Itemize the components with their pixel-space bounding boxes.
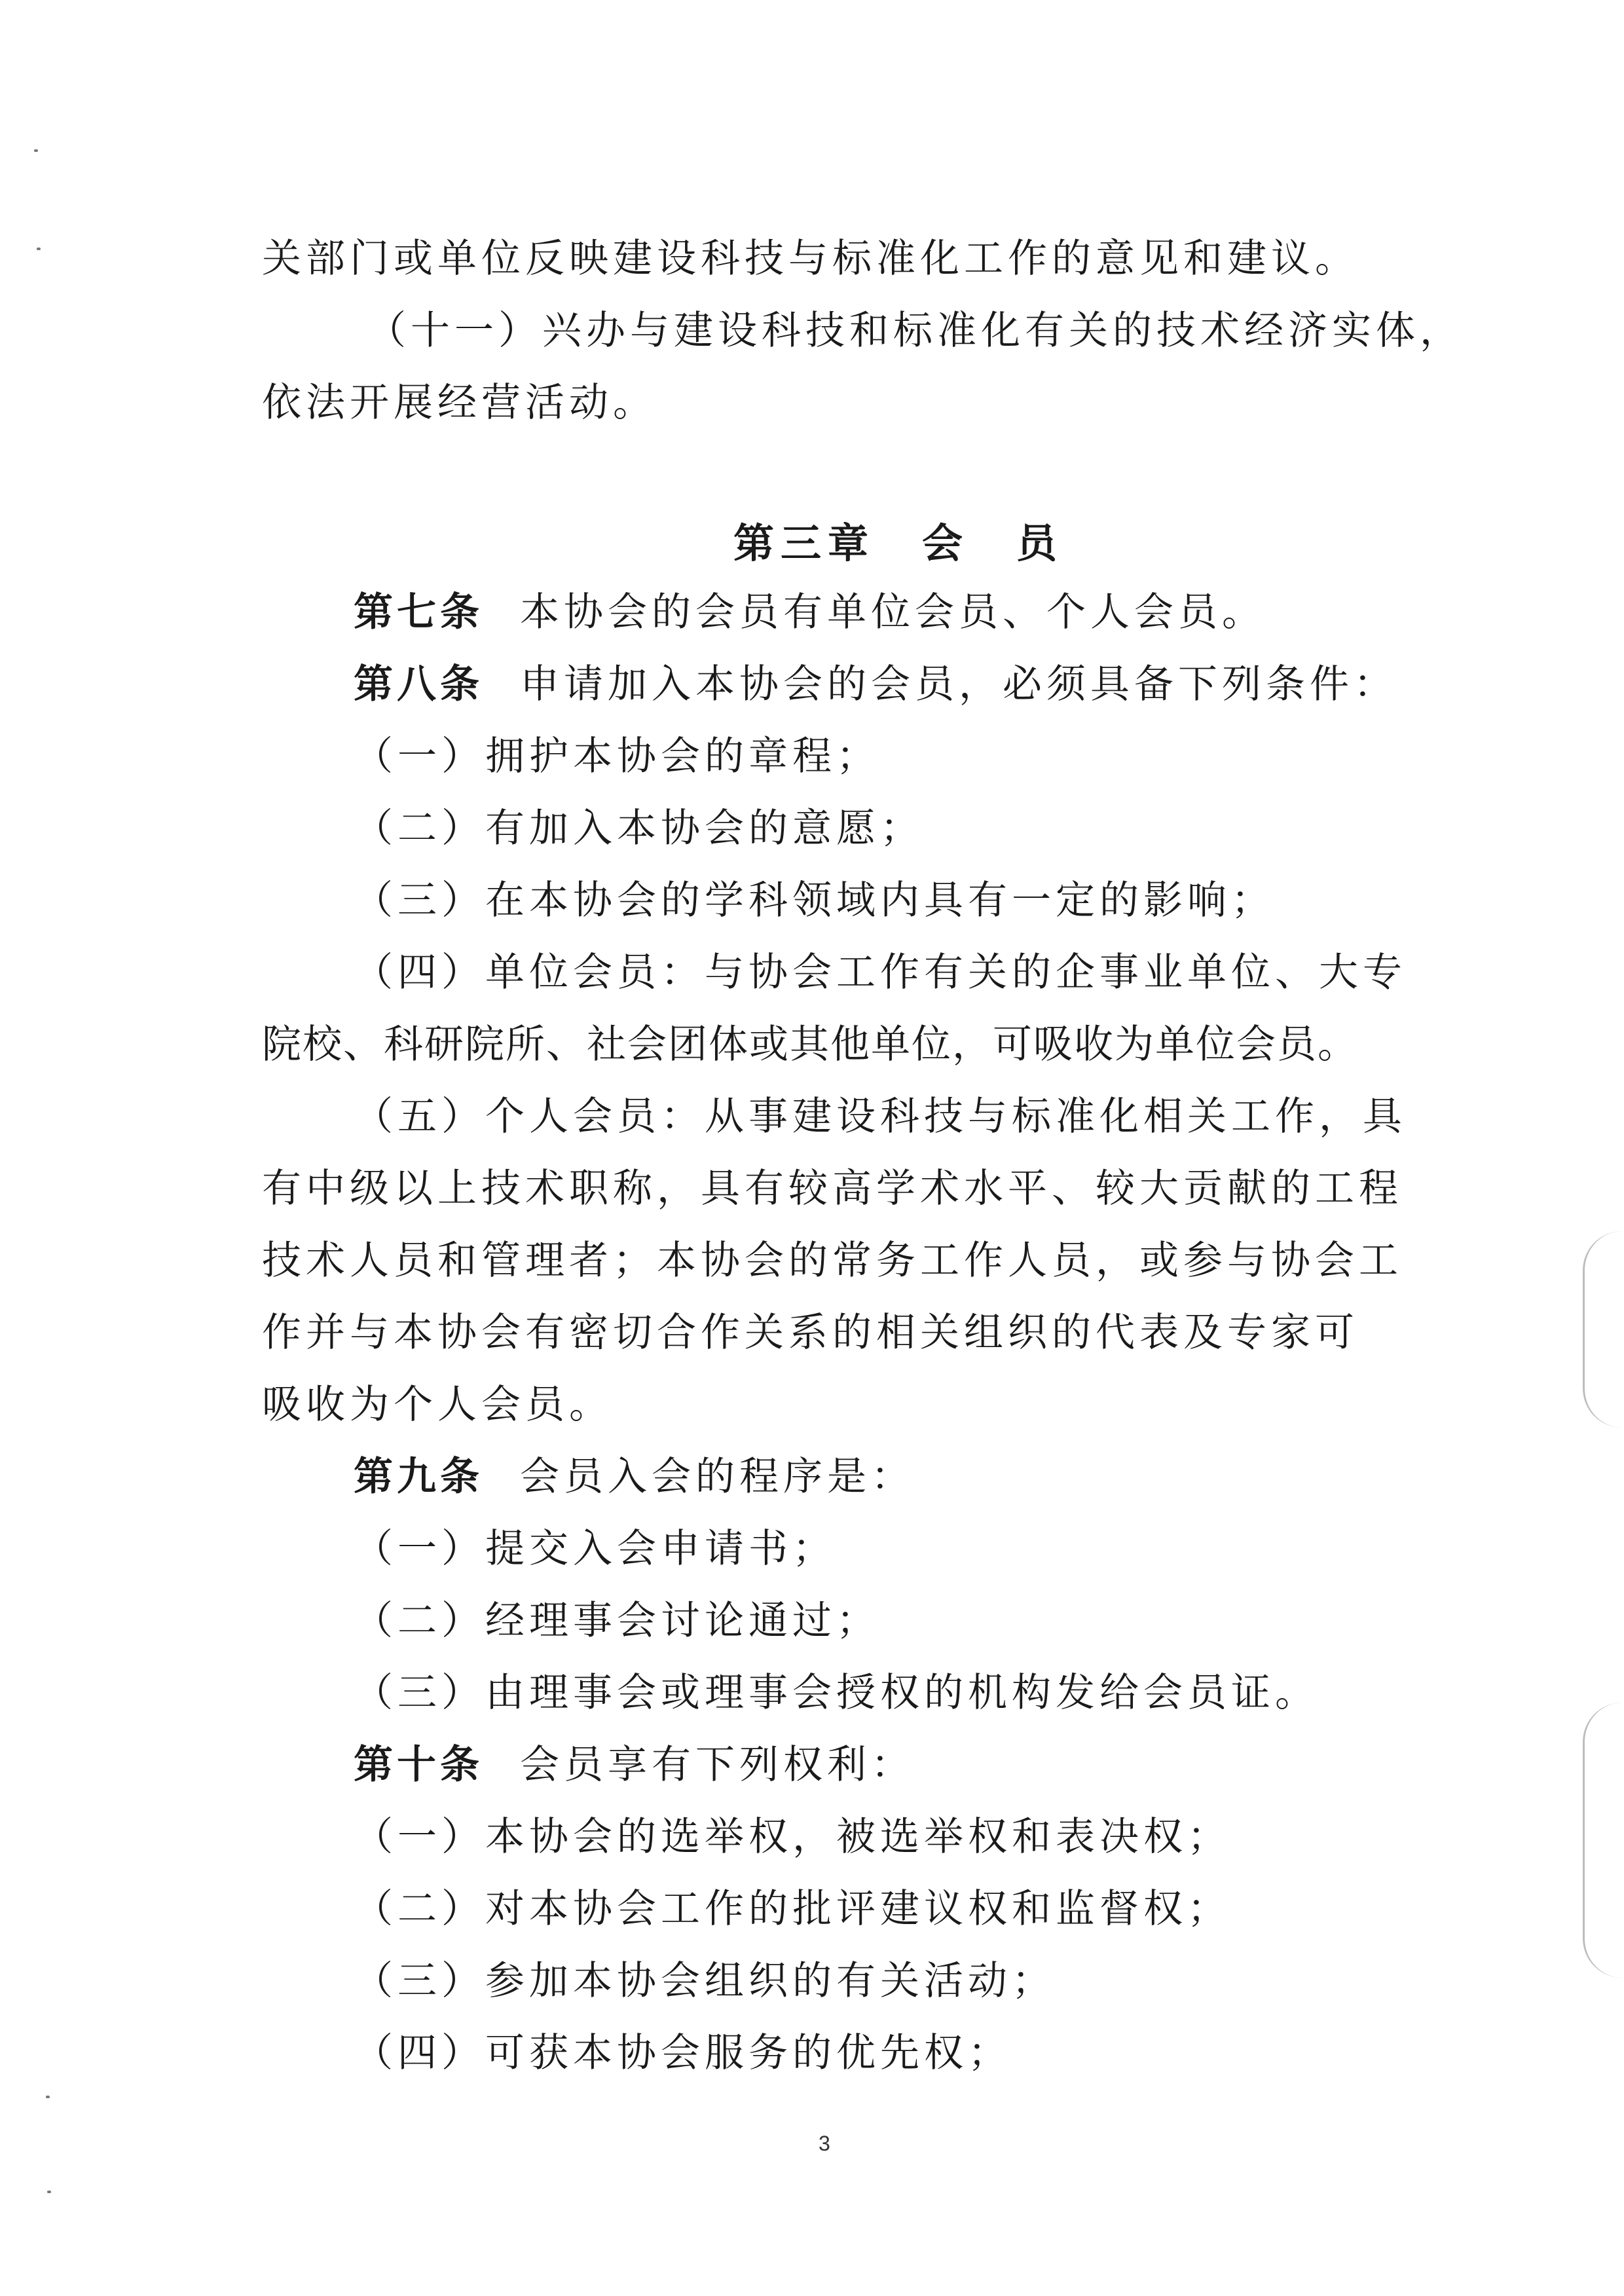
list-item-continued: 技术人员和管理者；本协会的常务工作人员，或参与协会工 — [262, 1238, 1403, 1284]
article-text: 本协会的会员有单位会员、个人会员。 — [520, 589, 1266, 635]
list-item-continued: 有中级以上技术职称，具有较高学术水平、较大贡献的工程 — [262, 1166, 1403, 1212]
article-text: 会员享有下列权利： — [520, 1742, 915, 1788]
list-item: （二）有加入本协会的意愿； — [354, 805, 924, 851]
list-item: （四）可获本协会服务的优先权； — [354, 2030, 1012, 2076]
article-text: 申请加入本协会的会员，必须具备下列条件： — [520, 661, 1397, 707]
list-item: （五）个人会员：从事建设科技与标准化相关工作，具 — [354, 1094, 1407, 1139]
list-item-continued: 作并与本协会有密切合作关系的相关组织的代表及专家可 — [262, 1310, 1359, 1356]
text-line: 关部门或单位反映建设科技与标准化工作的意见和建议。 — [262, 236, 1359, 282]
list-item-continued: 院校、科研院所、社会团体或其他单位，可吸收为单位会员。 — [262, 1022, 1358, 1067]
chapter-title: 第三章 会 员 — [733, 519, 1064, 567]
seal-edge-mark — [1583, 1231, 1624, 1428]
list-item: （四）单位会员：与协会工作有关的企事业单位、大专 — [354, 950, 1407, 995]
list-item: （一）拥护本协会的章程； — [354, 733, 880, 779]
article-heading: 第七条 — [354, 589, 483, 635]
scan-speck — [47, 2191, 51, 2193]
page-number: 3 — [819, 2132, 830, 2155]
list-item-continued: 吸收为个人会员。 — [262, 1382, 613, 1428]
list-item: （一）提交入会申请书； — [354, 1526, 836, 1572]
article-heading: 第九条 — [354, 1454, 483, 1500]
article-heading: 第八条 — [354, 661, 483, 707]
text-line: （十一）兴办与建设科技和标准化有关的技术经济实体， — [367, 308, 1464, 354]
list-item: （三）由理事会或理事会授权的机构发给会员证。 — [354, 1670, 1319, 1716]
list-item: （三）在本协会的学科领域内具有一定的影响； — [354, 878, 1275, 923]
scan-speck — [34, 149, 38, 152]
list-item: （三）参加本协会组织的有关活动； — [354, 1958, 1056, 2004]
scan-speck — [46, 2096, 50, 2098]
list-item: （二）经理事会讨论通过； — [354, 1598, 880, 1644]
list-item: （一）本协会的选举权，被选举权和表决权； — [354, 1814, 1231, 1860]
scan-speck — [37, 248, 41, 250]
article-8 — [354, 658, 1397, 711]
article-text: 会员入会的程序是： — [520, 1454, 915, 1500]
article-10 — [354, 1739, 915, 1791]
text-line: 依法开展经营活动。 — [262, 380, 657, 426]
article-9 — [354, 1451, 915, 1503]
article-heading: 第十条 — [354, 1742, 483, 1788]
article-7 — [354, 586, 1266, 639]
list-item: （二）对本协会工作的批评建议权和监督权； — [354, 1886, 1231, 1932]
seal-edge-mark — [1583, 1703, 1624, 1978]
